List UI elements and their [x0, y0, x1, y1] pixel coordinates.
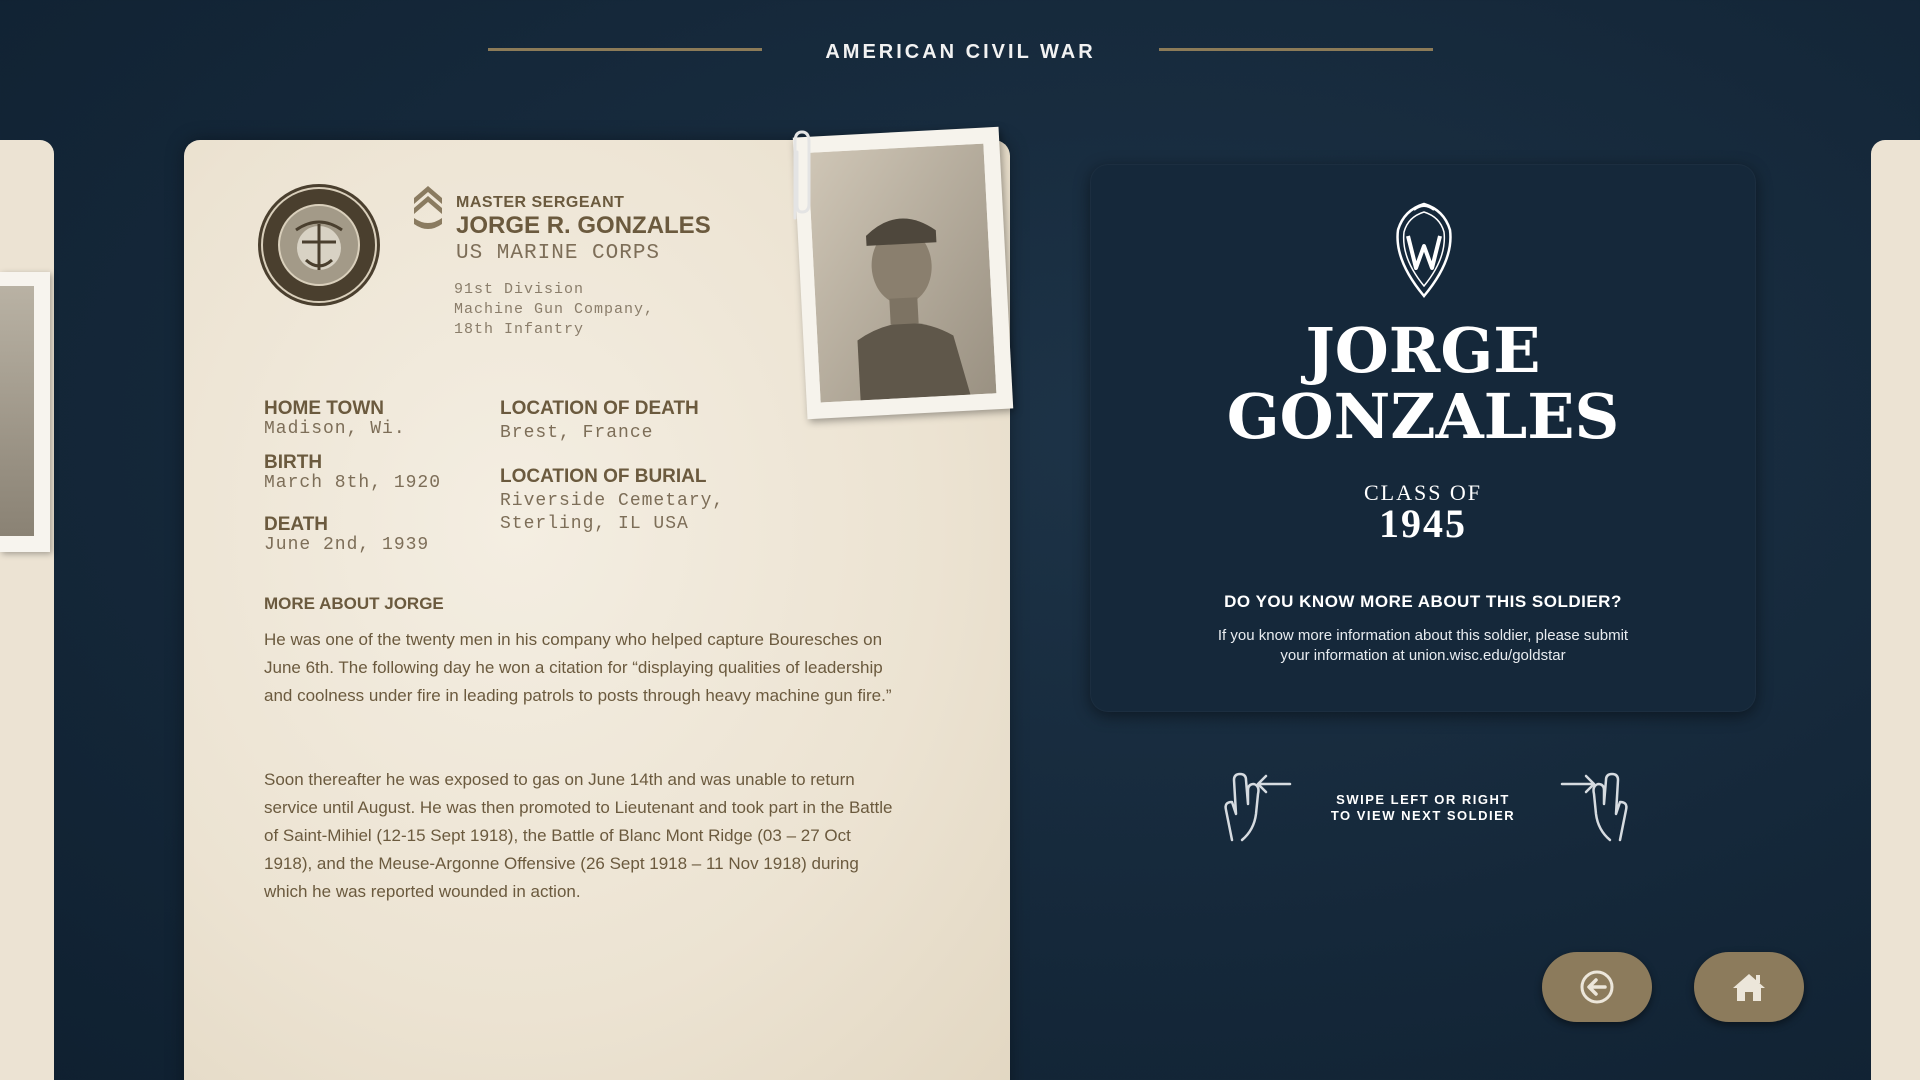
page-title: AMERICAN CIVIL WAR [825, 41, 1096, 63]
division-line: 18th Infantry [454, 321, 585, 338]
soldier-name: JORGE R. GONZALES [456, 212, 711, 239]
location-of-burial-value: Riverside Cemetary, [500, 491, 725, 511]
class-of-label: CLASS OF [1363, 480, 1483, 505]
death-value: June 2nd, 1939 [264, 535, 430, 555]
class-year: 1945 [1379, 501, 1467, 546]
swipe-hint-line: TO VIEW NEXT SOLDIER [1330, 808, 1516, 823]
home-icon [1730, 968, 1768, 1006]
know-more-heading: DO YOU KNOW MORE ABOUT THIS SOLDIER? [1224, 592, 1622, 611]
know-more-line: If you know more information about this soldier, please submit [1217, 627, 1629, 644]
birth-label: BIRTH [264, 452, 323, 473]
location-of-burial-label: LOCATION OF BURIAL [500, 466, 707, 487]
swipe-hint [1310, 792, 1536, 824]
death-label: DEATH [264, 514, 329, 535]
chevron-rank-icon [412, 184, 444, 236]
uw-crest-icon [1392, 200, 1456, 300]
soldier-division [454, 280, 654, 340]
swipe-right-hand-icon [1558, 770, 1634, 842]
next-soldier-card[interactable] [1871, 140, 1920, 1080]
header-rule-left [488, 48, 762, 51]
soldier-rank: MASTER SERGEANT [456, 194, 625, 211]
swipe-left-hand-icon [1218, 770, 1294, 842]
panel-name-first: JORGE [1305, 314, 1541, 387]
home-town-label: HOME TOWN [264, 398, 384, 419]
soldier-corps: US MARINE CORPS [456, 242, 661, 265]
previous-soldier-photo [0, 272, 50, 552]
location-of-burial-value: Sterling, IL USA [500, 514, 689, 534]
know-more-text [1173, 626, 1673, 666]
panel-name-last: GONZALES [1226, 380, 1620, 453]
page-header [0, 38, 1920, 72]
know-more-line: your information at union.wisc.edu/goldstar [1280, 647, 1566, 664]
division-line: 91st Division [454, 281, 585, 298]
location-of-death-value: Brest, France [500, 423, 654, 443]
back-arrow-icon [1578, 968, 1616, 1006]
division-line: Machine Gun Company, [454, 301, 655, 318]
header-rule-right [1159, 48, 1433, 51]
marine-corps-seal-icon [256, 182, 382, 308]
back-button[interactable] [1542, 952, 1652, 1022]
birth-value: March 8th, 1920 [264, 473, 442, 493]
location-of-death-label: LOCATION OF DEATH [500, 398, 699, 419]
soldier-photo [793, 127, 1013, 419]
more-about-title: MORE ABOUT JORGE [264, 594, 444, 613]
more-about-paragraph: Soon thereafter he was exposed to gas on June 14th and was unable to return service until August. He was then promoted to Lieutenant and took part in the Battle of Saint-Mihiel (12-15 Sept 1918), the Battle of Blanc Mont Ridge (03 – 27 Oct 1918), and the Meuse-Argonne Offensive (26 Sept 1918 – 11 Nov 1918) during which he was reported wounded in action. [264, 770, 893, 901]
more-about-paragraph: He was one of the twenty men in his company who helped capture Bouresches on June 6th. The following day he won a citation for “displaying qualities of leadership and coolness under fire in leading patrols to posts through heavy machine gun fire.” [264, 630, 892, 705]
paperclip-icon [787, 128, 817, 224]
panel-soldier-name [1090, 314, 1756, 453]
home-button[interactable] [1694, 952, 1804, 1022]
swipe-hint-line: SWIPE LEFT OR RIGHT [1336, 792, 1510, 807]
home-town-value: Madison, Wi. [264, 419, 406, 439]
previous-soldier-card[interactable] [0, 140, 54, 1080]
soldier-info-panel [1090, 164, 1756, 712]
soldier-portrait [808, 144, 997, 403]
